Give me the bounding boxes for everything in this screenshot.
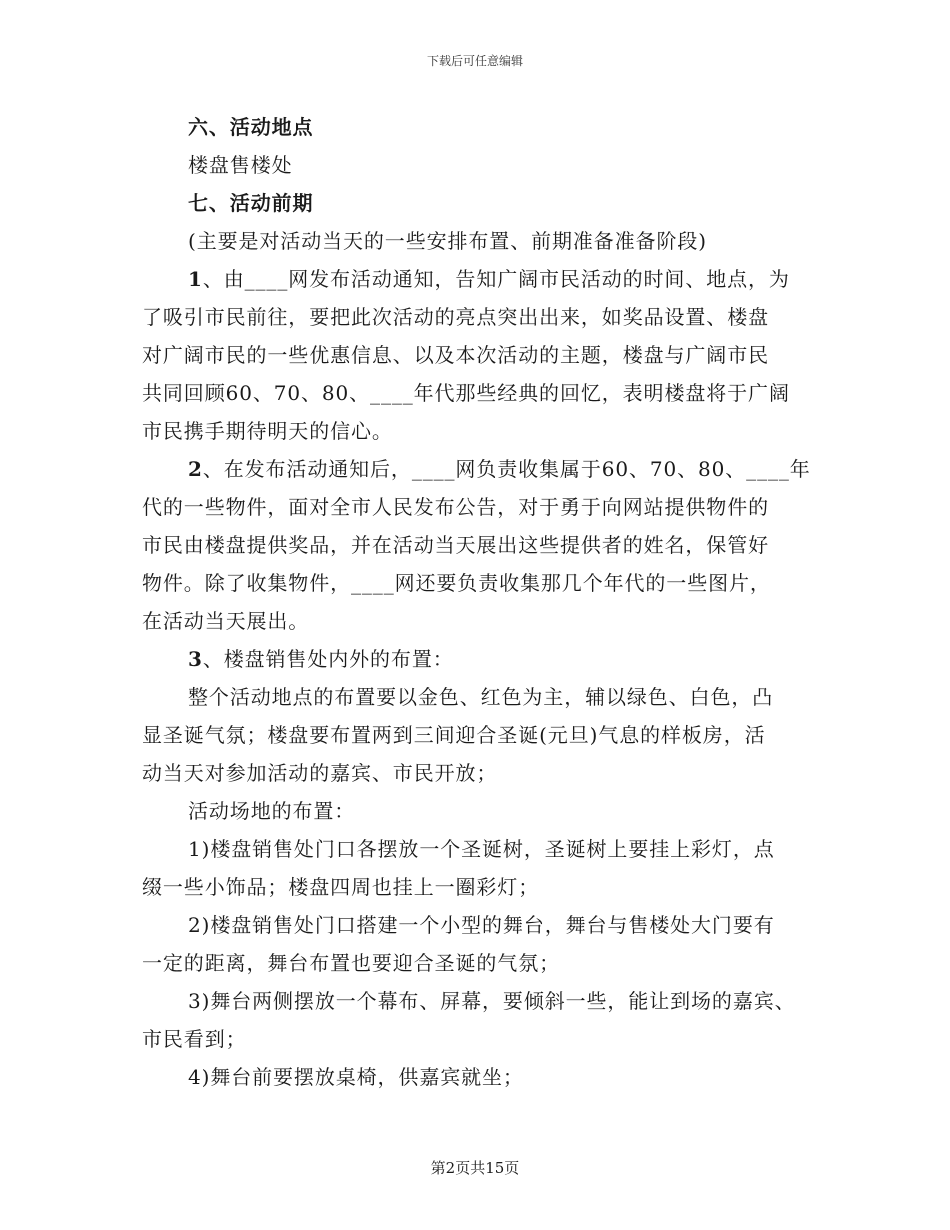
- paragraph-line: 显圣诞气氛；楼盘要布置两到三间迎合圣诞(元旦)气息的样板房，活: [142, 723, 766, 747]
- item-number: 1: [188, 267, 203, 291]
- section-heading: 七、活动前期: [188, 191, 314, 215]
- paragraph-line: (主要是对活动当天的一些安排布置、前期准备准备阶段): [188, 229, 708, 253]
- item-number: 3: [188, 647, 203, 671]
- paragraph-line: 了吸引市民前往，要把此次活动的亮点突出出来，如奖品设置、楼盘: [142, 305, 769, 329]
- paragraph-line: 4)舞台前要摆放桌椅，供嘉宾就坐；: [188, 1065, 524, 1089]
- item-number: 2: [188, 457, 203, 481]
- numbered-item-line: [142, 260, 808, 298]
- paragraph-line: 一定的距离，舞台布置也要迎合圣诞的气氛；: [142, 951, 560, 975]
- paragraph-line: 3)舞台两侧摆放一个幕布、屏幕，要倾斜一些，能让到场的嘉宾、: [188, 989, 796, 1013]
- numbered-item-line: [142, 640, 808, 678]
- section-heading: 六、活动地点: [188, 115, 314, 139]
- paragraph-line: 在活动当天展出。: [142, 609, 310, 633]
- item-text: 、在发布活动通知后，____网负责收集属于60、70、80、____年: [202, 457, 811, 481]
- paragraph-line: 共同回顾60、70、80、____年代那些经典的回忆，表明楼盘将于广阔: [142, 381, 790, 405]
- paragraph-line: 楼盘售楼处: [188, 153, 293, 177]
- paragraph-line: 动当天对参加活动的嘉宾、市民开放；: [142, 761, 498, 785]
- document-body: [142, 108, 811, 1096]
- page-header: 下载后可任意编辑: [426, 54, 523, 68]
- paragraph-line: 缀一些小饰品；楼盘四周也挂上一圈彩灯；: [142, 875, 540, 899]
- paragraph-line: 整个活动地点的布置要以金色、红色为主，辅以绿色、白色，凸: [188, 685, 774, 709]
- paragraph-line: 物件。除了收集物件，____网还要负责收集那几个年代的一些图片，: [142, 571, 771, 595]
- paragraph-line: 1)楼盘销售处门口各摆放一个圣诞树，圣诞树上要挂上彩灯，点: [188, 837, 775, 861]
- paragraph-line: 市民看到；: [142, 1027, 247, 1051]
- item-text: 、楼盘销售处内外的布置：: [202, 647, 454, 671]
- paragraph-line: 活动场地的布置：: [188, 799, 356, 823]
- numbered-item-line: [142, 450, 811, 488]
- paragraph-line: 市民由楼盘提供奖品，并在活动当天展出这些提供者的姓名，保管好: [142, 533, 769, 557]
- paragraph-line: 对广阔市民的一些优惠信息、以及本次活动的主题，楼盘与广阔市民: [142, 343, 769, 367]
- paragraph-line: 代的一些物件，面对全市人民发布公告，对于勇于向网站提供物件的: [142, 495, 769, 519]
- item-text: 、由____网发布活动通知，告知广阔市民活动的时间、地点，为: [202, 267, 790, 291]
- paragraph-line: 市民携手期待明天的信心。: [142, 419, 393, 443]
- page-footer: 第2页共15页: [430, 1159, 520, 1177]
- paragraph-line: 2)楼盘销售处门口搭建一个小型的舞台，舞台与售楼处大门要有: [188, 913, 775, 937]
